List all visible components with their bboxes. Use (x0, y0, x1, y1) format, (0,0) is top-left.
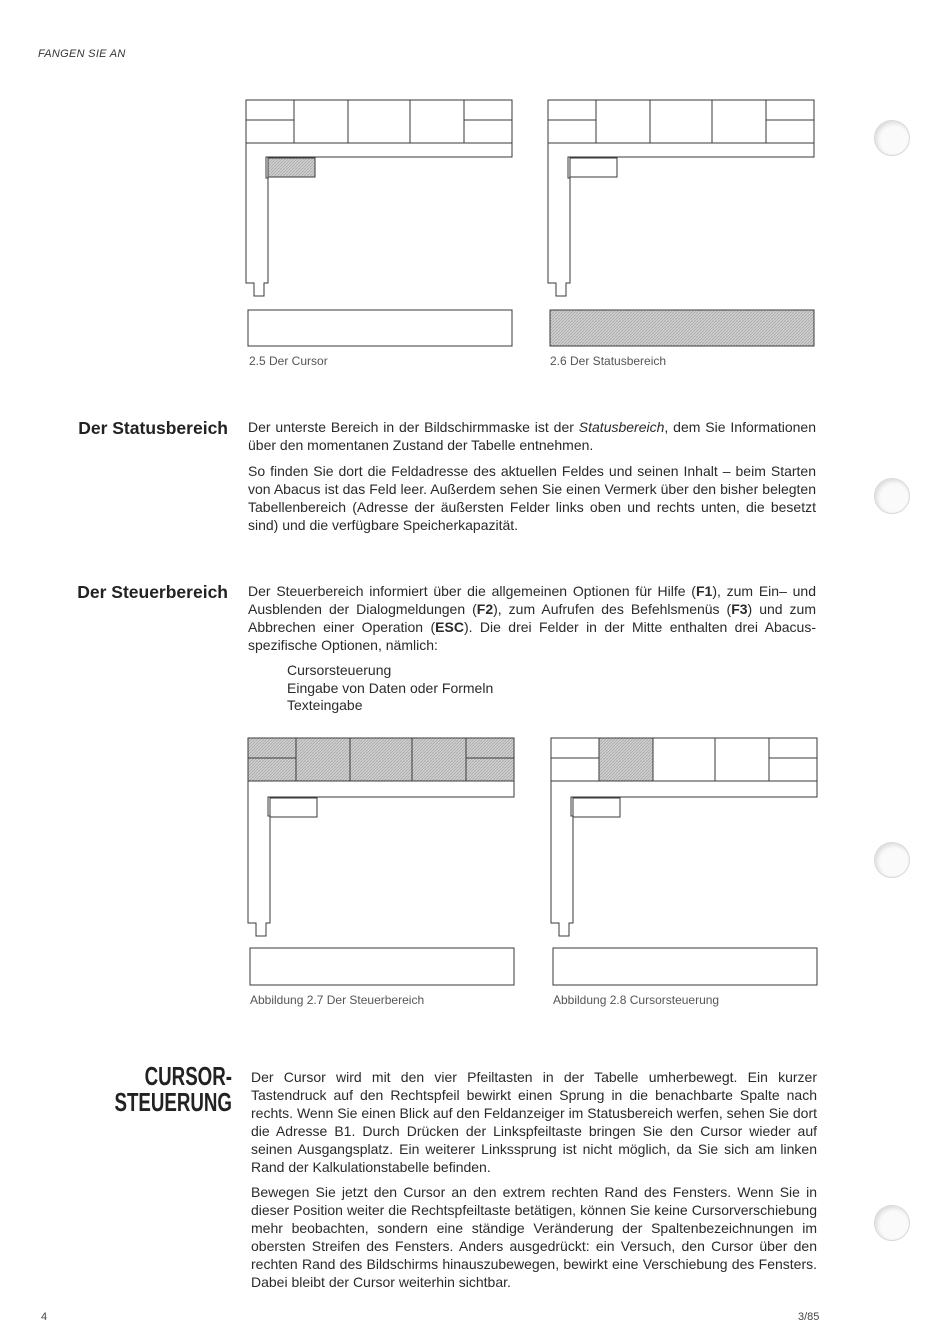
paragraph: Der Cursor wird mit den vier Pfeiltasten in der Tabelle umherbewegt. Ein kurzer Tastendruck auf den Rechtspfeil bewirkt einen Sprung in die benachbarte Spalte nach rechts. Wenn Sie einen Blick auf den Feldanzeiger im Statusbereich werfen, sehen Sie dort die Adresse B1. Durch Drücken der Linkspfeiltaste bringen Sie den Cursor wieder auf seinen Ausgangsplatz. Ein weiterer Linkssprung ist nicht möglich, da Sie sich am linken Rand der Kalkulationstabelle befinden. (251, 1069, 817, 1175)
figure-cursor (244, 98, 516, 350)
screen-mask-diagram (549, 736, 821, 990)
screen-mask-diagram (244, 98, 516, 350)
screen-mask-diagram (546, 98, 818, 350)
paragraph: Der unterste Bereich in der Bildschirmmaske ist der Statusbereich, dem Sie Informationen über den momentanen Zustand der Tabelle entnehmen. (248, 419, 816, 453)
figure-cursorsteuerung (549, 736, 821, 990)
edition-code: 3/85 (798, 1311, 820, 1323)
paragraph: Bewegen Sie jetzt den Cursor an den extrem rechten Rand des Fensters. Wenn Sie in dieser Position weiter die Rechtspfeiltaste betätigen, können Sie keine Cursorverschiebung mehr beobachten, sondern eine ständige Veränderung der Spaltenbezeichnungen im obersten Streifen des Fensters. Anders ausgedrückt: ein Versuch, den Cursor über den rechten Rand des Bildschirms hinauszubewegen, bewirkt eine Verschiebung des Fensters. Dabei bleibt der Cursor weiterhin sichtbar. (251, 1184, 817, 1290)
page-number: 4 (41, 1311, 48, 1323)
figure-caption: Abbildung 2.8 Cursorsteuerung (553, 993, 720, 1007)
binder-hole (874, 478, 910, 514)
paragraph: Der Steuerbereich informiert über die allgemeinen Optionen für Hilfe (F1), zum Ein– und Ausblenden der Dialogmeldungen (F2), zum Aufrufen des Befehlsmenüs (F3) und zum Abbrechen einer Operation (ESC). Die drei Felder in der Mitte enthalten drei Abacus-spezifische Optionen, nämlich: (248, 583, 816, 653)
list-item: Texteingabe (287, 697, 363, 713)
binder-hole (874, 1205, 910, 1241)
section-heading: Der Steuerbereich (77, 582, 228, 602)
figure-caption: 2.6 Der Statusbereich (550, 354, 667, 368)
list-item: Eingabe von Daten oder Formeln (287, 679, 494, 696)
paragraph: So finden Sie dort die Feldadresse des aktuellen Feldes und seinen Inhalt – beim Starten von Abacus ist das Feld leer. Außerdem sehen Sie einen Vermerk über den bisher belegten Tabellenbereich (Adresse der äußersten Felder links oben und rechts unten, die besetzt sind) und die verfügbare Speicherkapazität. (248, 463, 816, 533)
screen-mask-diagram (246, 736, 518, 990)
section-label: FANGEN SIE AN (38, 48, 126, 60)
figure-caption: Abbildung 2.7 Der Steuerbereich (250, 993, 425, 1007)
figure-steuerbereich (246, 736, 518, 990)
option-list (287, 662, 493, 715)
binder-hole (874, 842, 910, 878)
binder-hole (874, 120, 910, 156)
figure-caption: 2.5 Der Cursor (249, 354, 328, 368)
section-heading: Der Statusbereich (78, 418, 228, 438)
figure-statusbereich (546, 98, 818, 350)
chapter-heading: CURSOR- STEUERUNG (114, 1061, 232, 1117)
list-item: Cursorsteuerung (287, 662, 392, 678)
